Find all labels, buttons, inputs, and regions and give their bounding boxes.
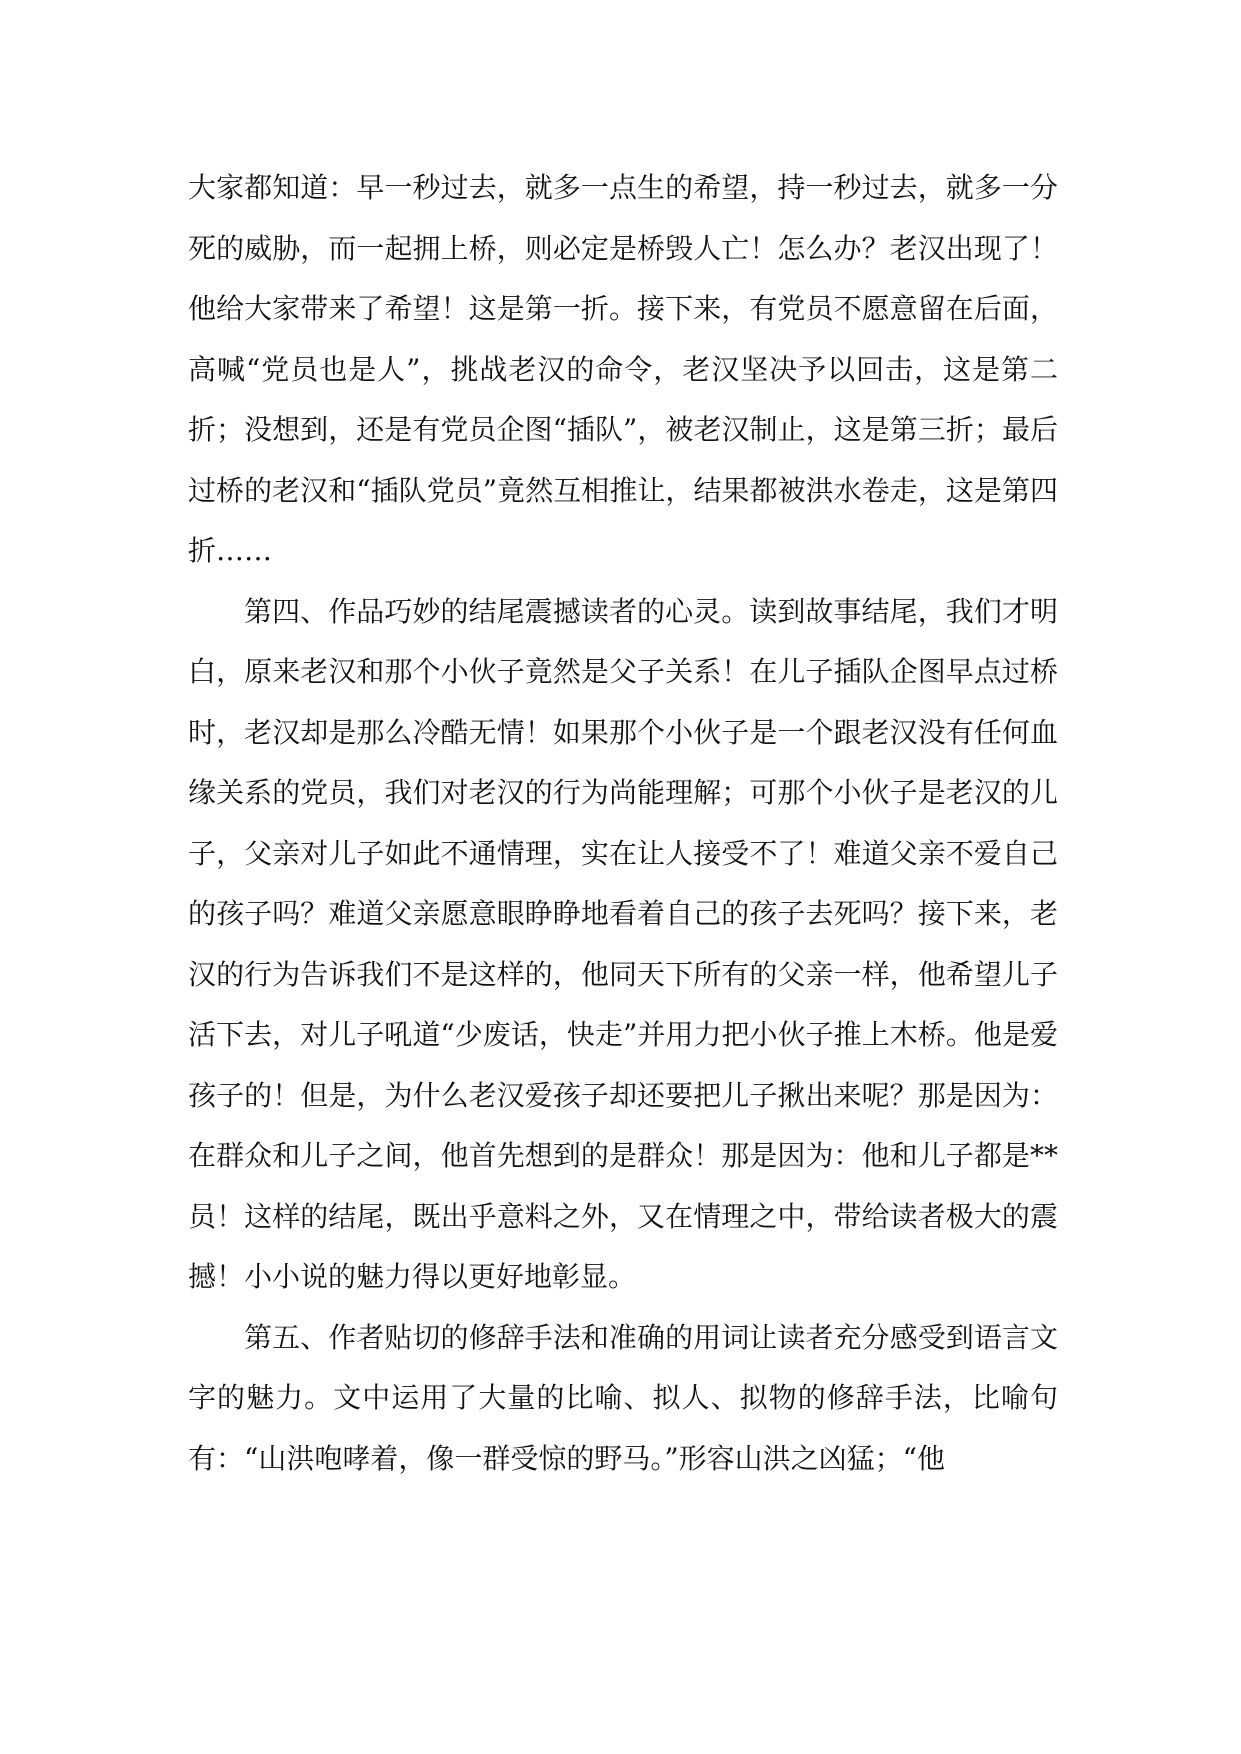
document-body [188,158,1058,1489]
paragraph-fifth-point: 第五、作者贴切的修辞手法和准确的用词让读者充分感受到语言文字的魅力。文中运用了大量的比喻、拟人、拟物的修辞手法，比喻句有：“山洪咆哮着，像一群受惊的野马。”形容山洪之凶猛；“他 [188,1320,1058,1475]
paragraph-continuation: 大家都知道：早一秒过去，就多一点生的希望，持一秒过去，就多一分死的威胁，而一起拥上桥，则必定是桥毁人亡！怎么办？老汉出现了！他给大家带来了希望！这是第一折。接下来，有党员不愿意留在后面，高喊“党员也是人”，挑战老汉的命令，老汉坚决予以回击，这是第二折；没想到，还是有党员企图“插队”，被老汉制止，这是第三折；最后过桥的老汉和“插队党员”竟然互相推让，结果都被洪水卷走，这是第四折…… [188,171,1058,567]
paragraph-fourth-point: 第四、作品巧妙的结尾震撼读者的心灵。读到故事结尾，我们才明白，原来老汉和那个小伙子竟然是父子关系！在儿子插队企图早点过桥时，老汉却是那么冷酷无情！如果那个小伙子是一个跟老汉没有任何血缘关系的党员，我们对老汉的行为尚能理解；可那个小伙子是老汉的儿子，父亲对儿子如此不通情理，实在让人接受不了！难道父亲不爱自己的孩子吗？难道父亲愿意眼睁睁地看着自己的孩子去死吗？接下来，老汉的行为告诉我们不是这样的，他同天下所有的父亲一样，他希望儿子活下去，对儿子吼道“少废话，快走”并用力把小伙子推上木桥。他是爱孩子的！但是，为什么老汉爱孩子却还要把儿子揪出来呢？那是因为：在群众和儿子之间，他首先想到的是群众！那是因为：他和儿子都是**员！这样的结尾，既出乎意料之外，又在情理之中，带给读者极大的震撼！小小说的魅力得以更好地彰显。 [188,594,1058,1293]
